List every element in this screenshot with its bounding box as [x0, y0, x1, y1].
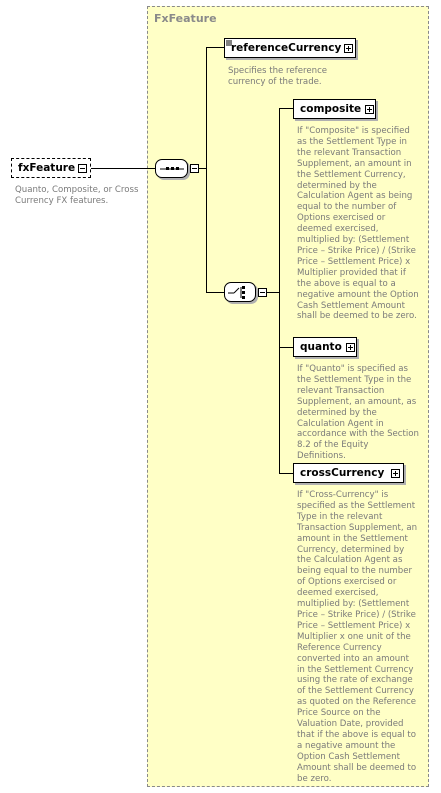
- element-label: referenceCurrency: [231, 42, 342, 54]
- expand-icon[interactable]: [365, 105, 374, 114]
- connector-line: [279, 347, 293, 348]
- expand-icon[interactable]: [346, 343, 355, 352]
- sequence-collapse-icon[interactable]: [190, 164, 199, 173]
- root-element-description: Quanto, Composite, or Cross Currency FX features.: [15, 185, 139, 206]
- choice-compositor[interactable]: [224, 282, 256, 302]
- element-reference-currency[interactable]: [224, 38, 356, 58]
- connector-line: [279, 108, 293, 109]
- connector-line: [206, 47, 224, 48]
- connector-line: [279, 108, 280, 474]
- root-element-label: fxFeature: [18, 162, 76, 174]
- expand-icon[interactable]: [391, 469, 400, 478]
- element-label: crossCurrency: [300, 467, 385, 479]
- group-title: FxFeature: [154, 12, 217, 25]
- choice-collapse-icon[interactable]: [258, 288, 267, 297]
- sequence-compositor[interactable]: [155, 159, 188, 178]
- expand-icon[interactable]: [344, 44, 353, 53]
- root-element-fxfeature[interactable]: [11, 158, 91, 178]
- element-label: composite: [300, 103, 362, 115]
- element-description: If "Quanto" is specified as the Settlement Type in the relevant Transaction Supplement, an amount, as determined by the Calculation Agent in accordance with the Section 8.2 of the Equity Definitions.: [297, 364, 419, 462]
- element-cross-currency[interactable]: [293, 463, 404, 483]
- element-attributes-icon: [226, 40, 232, 46]
- connector-line: [199, 168, 206, 169]
- collapse-icon[interactable]: [78, 164, 87, 173]
- element-composite[interactable]: [293, 99, 376, 119]
- sequence-icon: [155, 159, 188, 178]
- connector-line: [206, 47, 207, 293]
- choice-icon: [224, 282, 256, 302]
- connector-line: [206, 292, 224, 293]
- connector-line: [267, 292, 279, 293]
- element-description: If "Composite" is specified as the Settlement Type in the relevant Transaction Supplement, an amount in the Settlement Currency, determined by the Calculation Agent as being equal to the number of Options exercised or deemed exercised, multiplied by: (Settlement Price – Strike Price) / (Strike Price – Settlement Price) x Multiplier provided that if the above is equal to a negative amount the Option Cash Settlement Amount shall be deemed to be zero.: [297, 126, 419, 322]
- element-quanto[interactable]: [293, 337, 357, 357]
- element-label: quanto: [300, 341, 342, 353]
- connector-line: [89, 168, 155, 169]
- connector-line: [279, 473, 293, 474]
- element-description: Specifies the reference currency of the trade.: [228, 66, 328, 87]
- element-description: If "Cross-Currency" is specified as the Settlement Type in the relevant Transaction Supplement, an amount in the Settlement Currency, determined by the Calculation Agent as being equal to the number of Options exercised or deemed exercised, multiplied by: (Settlement Price – Strike Price) / (Strike Price – Settlement Price) x Multiplier x one unit of the Reference Currency converted into an amount in the Settlement Currency using the rate of exchange of the Settlement Currency as quoted on the Reference Price Source on the Valuation Date, provided that if the above is equal to a negative amount the Option Cash Settlement Amount shall be deemed to be zero.: [297, 490, 418, 784]
